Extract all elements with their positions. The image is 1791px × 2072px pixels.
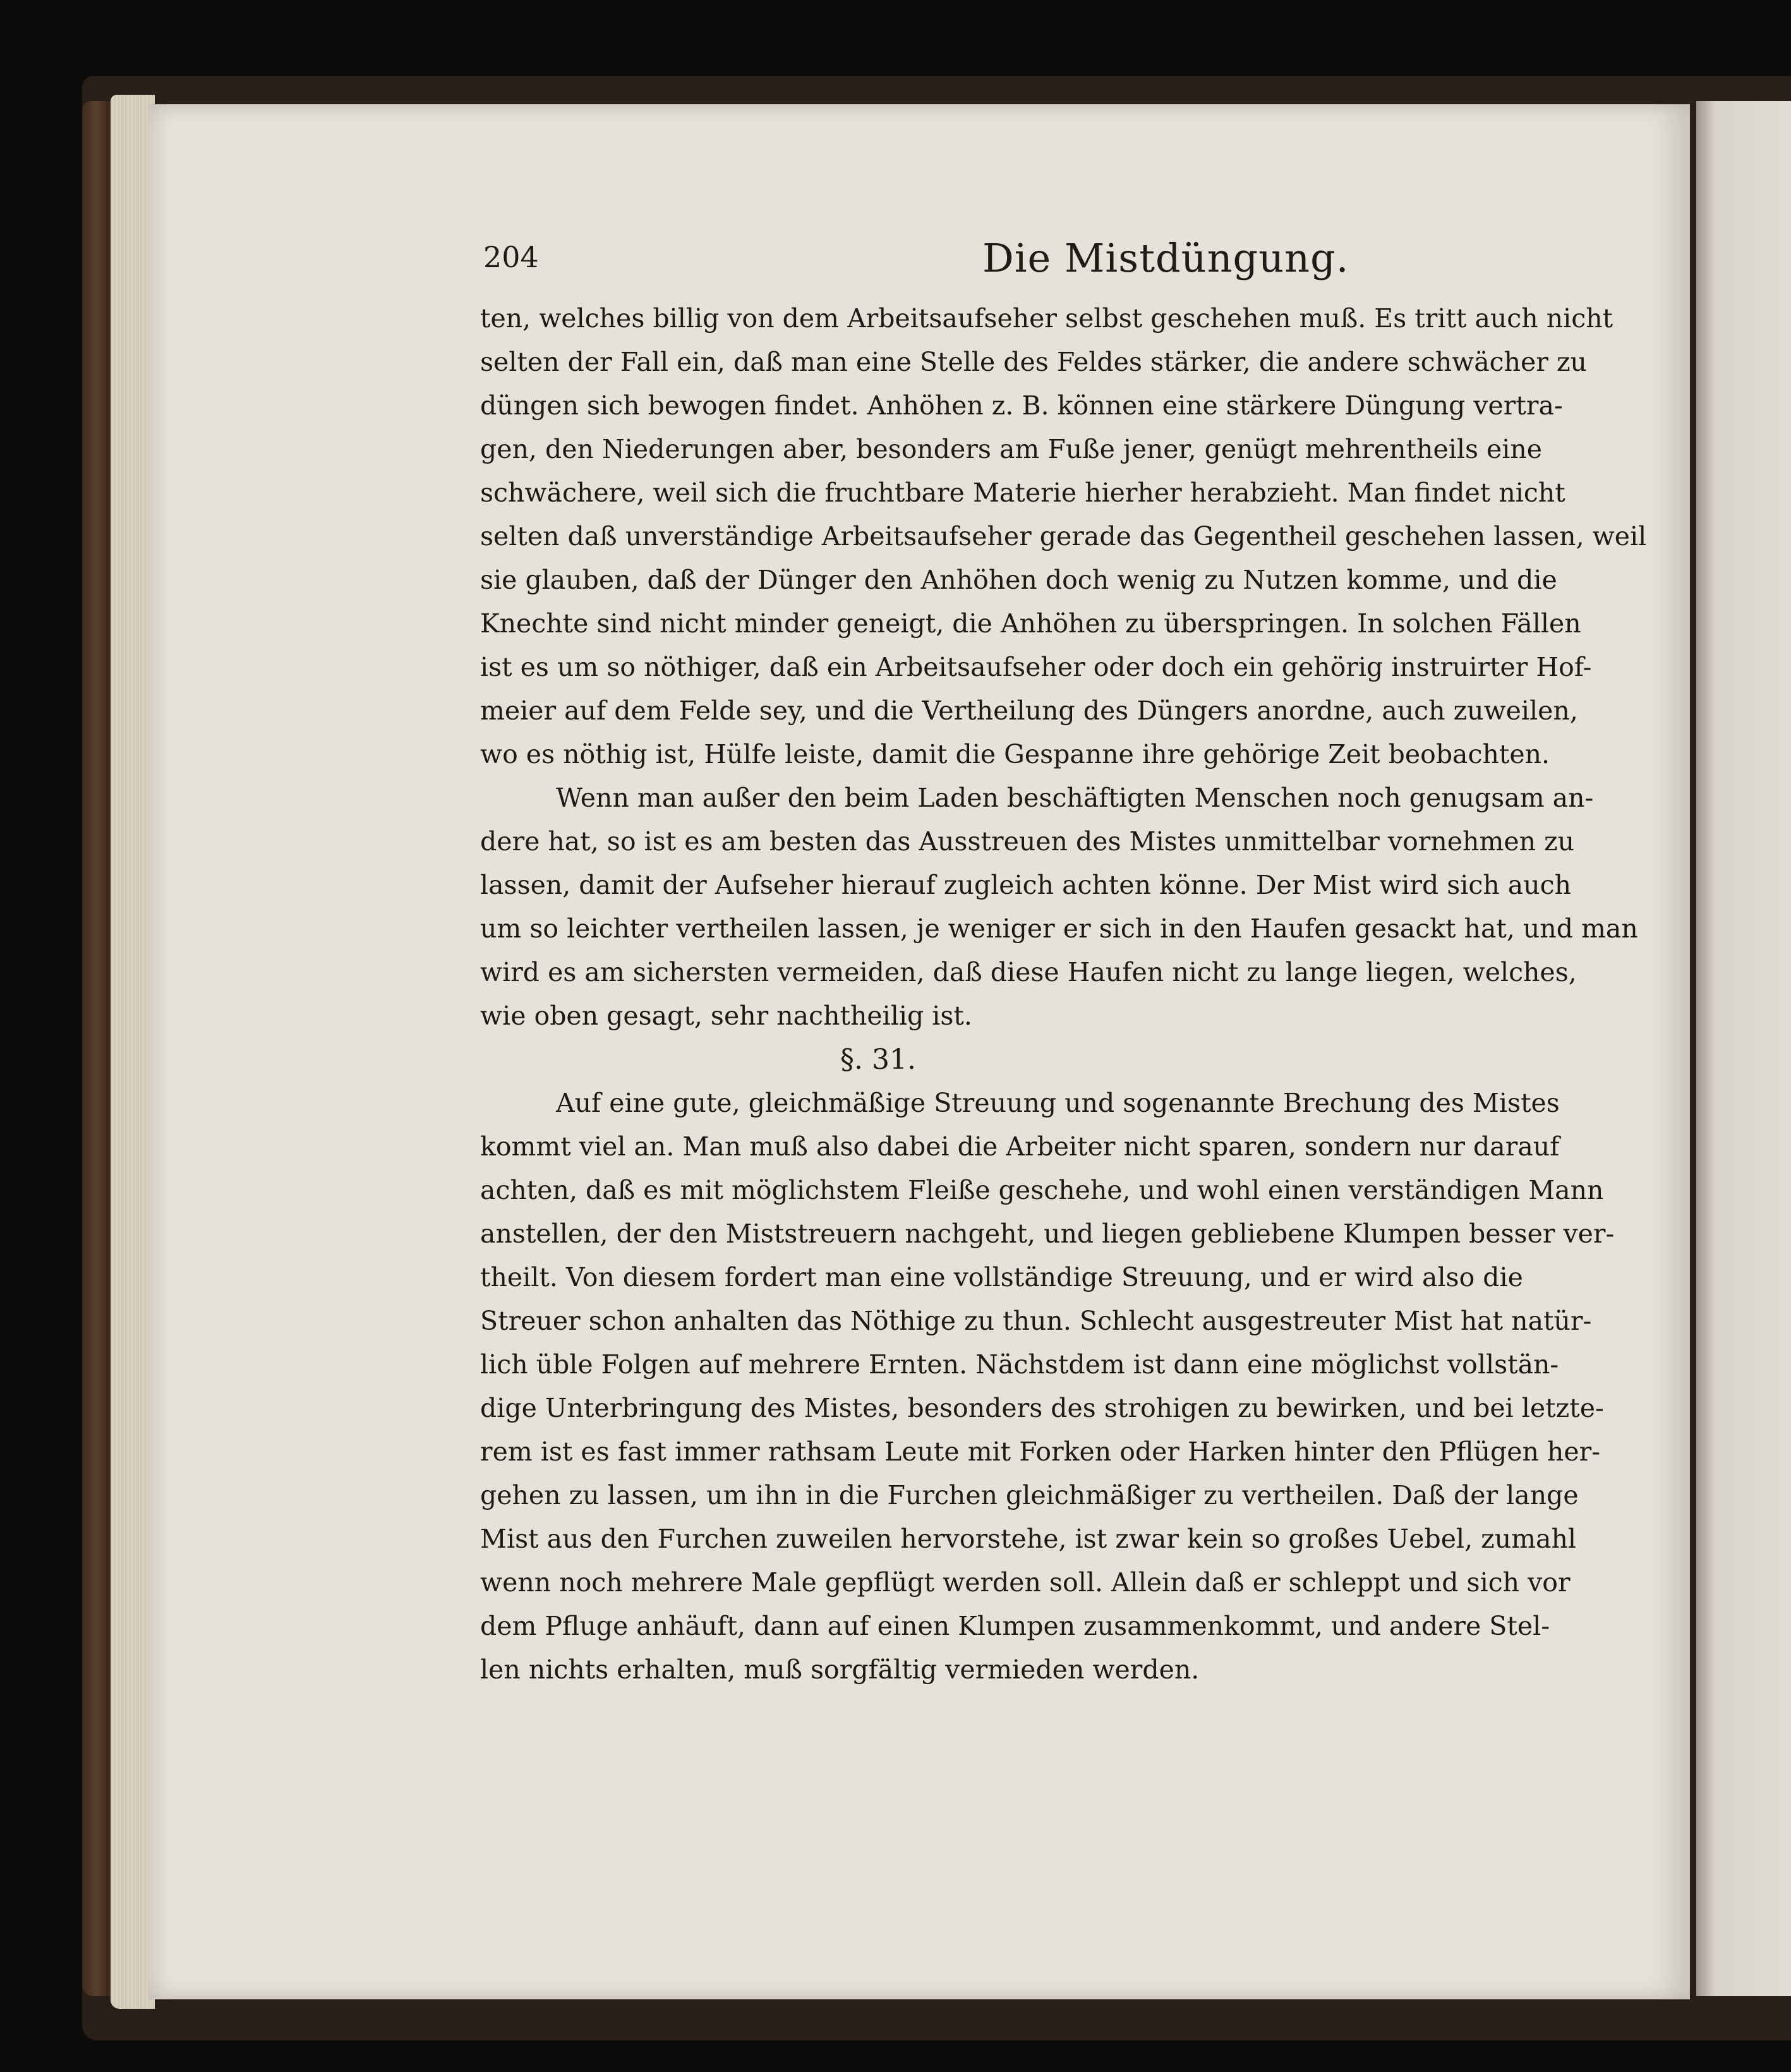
text-line: schwächere, weil sich die fruchtbare Materie hierher herabzieht. Man findet nicht — [480, 478, 1565, 508]
page-header — [332, 235, 1519, 291]
text-line: düngen sich bewogen findet. Anhöhen z. B. können eine stärkere Düngung vertra- — [480, 390, 1563, 421]
text-line: sie glauben, daß der Dünger den Anhöhen doch wenig zu Nutzen komme, und die — [480, 565, 1557, 595]
text-line: lich üble Folgen auf mehrere Ernten. Nächstdem ist dann eine möglichst vollstän- — [480, 1349, 1559, 1380]
text-line: um so leichter vertheilen lassen, je weniger er sich in den Haufen gesackt hat, und man — [480, 913, 1638, 944]
text-line: ten, welches billig von dem Arbeitsaufseher selbst geschehen muß. Es tritt auch nicht — [480, 303, 1613, 334]
text-line: dige Unterbringung des Mistes, besonders des strohigen zu bewirken, und bei letzte- — [480, 1393, 1604, 1423]
text-line: Auf eine gute, gleichmäßige Streuung und sogenannte Brechung des Mistes — [556, 1088, 1560, 1118]
text-line: ist es um so nöthiger, daß ein Arbeitsaufseher oder doch ein gehörig instruirter Hof- — [480, 652, 1592, 682]
text-line: Mist aus den Furchen zuweilen hervorstehe, ist zwar kein so großes Uebel, zumahl — [480, 1524, 1577, 1554]
page-number: 204 — [483, 240, 539, 274]
text-line: selten daß unverständige Arbeitsaufseher gerade das Gegentheil geschehen lassen, weil — [480, 521, 1647, 551]
page-body — [480, 297, 1647, 1692]
paragraph-1 — [480, 297, 1647, 776]
text-line: anstellen, der den Miststreuern nachgeht, und liegen gebliebene Klumpen besser ver- — [480, 1219, 1615, 1249]
text-line: len nichts erhalten, muß sorgfältig vermieden werden. — [480, 1654, 1200, 1685]
text-line: wo es nöthig ist, Hülfe leiste, damit die Gespanne ihre gehörige Zeit beobachten. — [480, 739, 1550, 769]
facing-page-edge — [1696, 101, 1791, 1996]
text-line: lassen, damit der Aufseher hierauf zugleich achten könne. Der Mist wird sich auch — [480, 870, 1572, 900]
section-heading: §. 31. — [840, 1044, 916, 1076]
text-line: wie oben gesagt, sehr nachtheilig ist. — [480, 1001, 972, 1031]
text-line: Wenn man außer den beim Laden beschäftigten Menschen noch genugsam an- — [556, 783, 1594, 813]
text-line: Knechte sind nicht minder geneigt, die Anhöhen zu überspringen. In solchen Fällen — [480, 608, 1581, 639]
text-line: selten der Fall ein, daß man eine Stelle des Feldes stärker, die andere schwächer zu — [480, 347, 1587, 377]
text-line: rem ist es fast immer rathsam Leute mit Forken oder Harken hinter den Pflügen her- — [480, 1437, 1601, 1467]
running-title: Die Mistdüngung. — [982, 235, 1349, 281]
text-line: wenn noch mehrere Male gepflügt werden soll. Allein daß er schleppt und sich vor — [480, 1567, 1571, 1598]
paragraph-3 — [480, 1081, 1615, 1692]
paragraph-2 — [480, 776, 1638, 1038]
text-line: achten, daß es mit möglichstem Fleiße geschehe, und wohl einen verständigen Mann — [480, 1175, 1604, 1205]
text-line: dere hat, so ist es am besten das Ausstreuen des Mistes unmittelbar vornehmen zu — [480, 826, 1575, 857]
text-line: dem Pfluge anhäuft, dann auf einen Klumpen zusammenkommt, und andere Stel- — [480, 1611, 1550, 1641]
text-line: kommt viel an. Man muß also dabei die Arbeiter nicht sparen, sondern nur darauf — [480, 1131, 1560, 1162]
text-line: Streuer schon anhalten das Nöthige zu thun. Schlecht ausgestreuter Mist hat natür- — [480, 1306, 1592, 1336]
text-line: wird es am sichersten vermeiden, daß diese Haufen nicht zu lange liegen, welches, — [480, 957, 1577, 987]
text-line: theilt. Von diesem fordert man eine vollständige Streuung, und er wird also die — [480, 1262, 1523, 1292]
text-line: gen, den Niederungen aber, besonders am Fuße jener, genügt mehrentheils eine — [480, 434, 1543, 464]
text-line: meier auf dem Felde sey, und die Vertheilung des Düngers anordne, auch zuweilen, — [480, 696, 1578, 726]
text-line: gehen zu lassen, um ihn in die Furchen gleichmäßiger zu vertheilen. Daß der lange — [480, 1480, 1579, 1510]
